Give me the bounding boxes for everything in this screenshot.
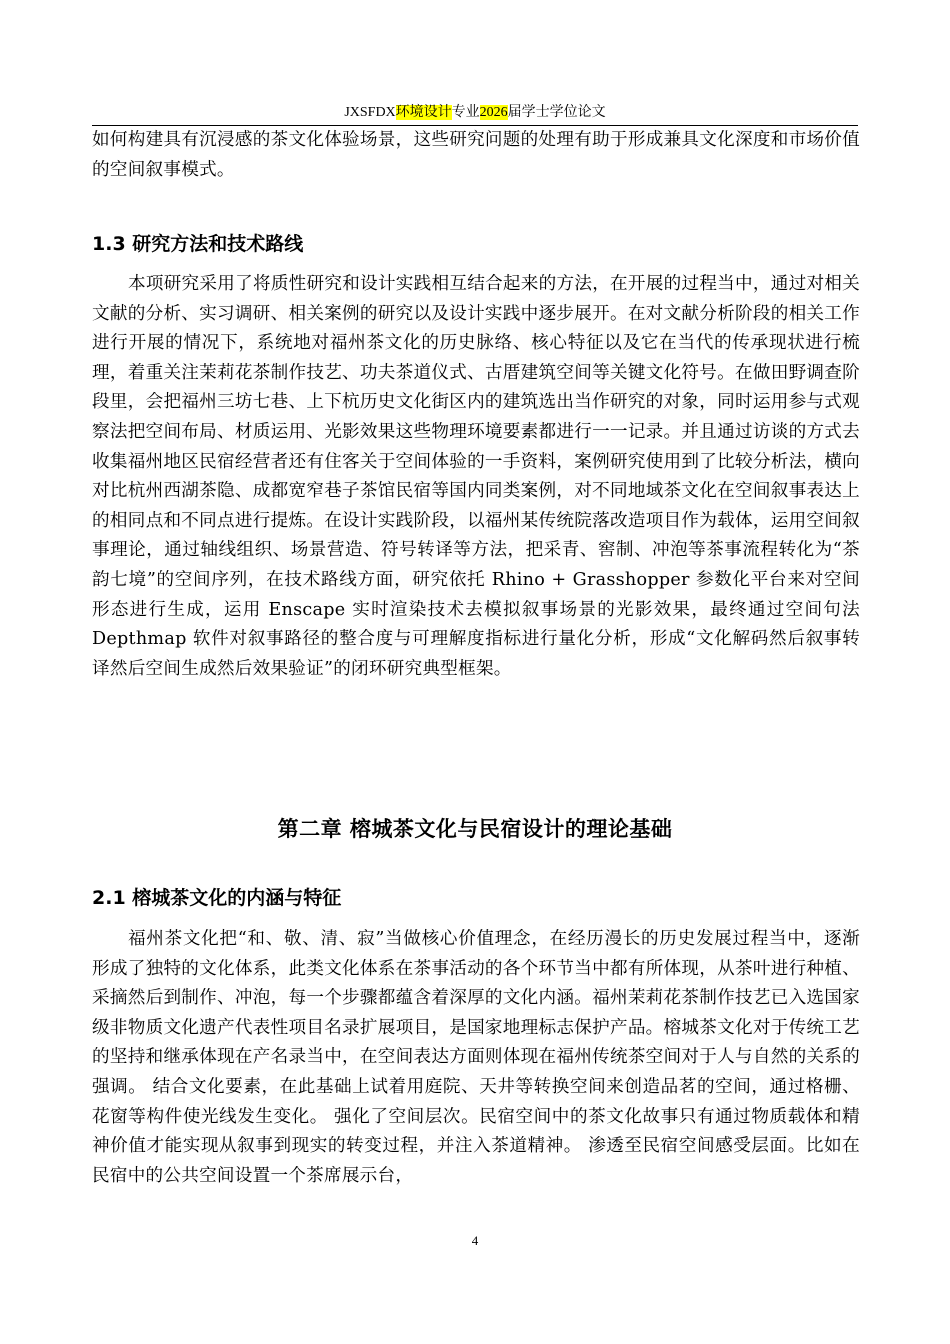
page-number: 4 (471, 1233, 479, 1248)
header-year-highlight: 2026 (479, 105, 508, 120)
methods-paragraph: 本项研究采用了将质性研究和设计实践相互结合起来的方法，在开展的过程当中，通过对相关文献的分析、实习调研、相关案例的研究以及设计实践中逐步展开。在对文献分析阶段的相关工作进行开展的情况下，系统地对福州茶文化的历史脉络、核心特征以及它在当代的传承现状进行梳理，着重关注茉莉花茶制作技艺、功夫茶道仪式、古厝建筑空间等关键文化符号。在做田野调查阶段里，会把福州三坊七巷、上下杭历史文化街区内的建筑选出当作研究的对象，同时运用参与式观察法把空间布局、材质运用、光影效果这些物理环境要素都进行一一记录。并且通过访谈的方式去收集福州地区民宿经营者还有住客关于空间体验的一手资料，案例研究使用到了比较分析法，横向对比杭州西湖茶隐、成都宽窄巷子茶馆民宿等国内同类案例，对不同地域茶文化在空间叙事表达上的相同点和不同点进行提炼。在设计实践阶段，以福州某传统院落改造项目作为载体，运用空间叙事理论，通过轴线组织、场景营造、符号转译等方法，把采青、窖制、冲泡等茶事流程转化为“茶韵七境”的空间序列，在技术路线方面，研究依托 Rhino + Grasshopper 参数化平台来对空间形态进行生成，运用 Enscape 实时渲染技术去模拟叙事场景的光影效果，最终通过空间句法 Depthmap 软件对叙事路径的整合度与可理解度指标进行量化分析，形成“文化解码然后叙事转译然后空间生成然后效果验证”的闭环研究典型框架。 (92, 274, 860, 679)
continuation-paragraph: 如何构建具有沉浸感的茶文化体验场景，这些研究问题的处理有助于形成兼具文化深度和市场价值的空间叙事模式。 (92, 130, 860, 180)
chapter-title: 第二章 榕城茶文化与民宿设计的理论基础 (277, 817, 673, 841)
section-heading-1-3: 1.3 研究方法和技术路线 (92, 233, 304, 255)
header-major-suffix: 专业 (451, 105, 480, 120)
header-school-code: JXSFDX (344, 105, 396, 120)
section-heading-2-1: 2.1 榕城茶文化的内涵与特征 (92, 887, 342, 909)
header-major-highlight: 环境设计 (395, 105, 452, 120)
header-thesis-label: 届学士学位论文 (507, 105, 606, 120)
running-header (92, 104, 858, 122)
connotation-paragraph: 福州茶文化把“和、敬、清、寂”当做核心价值理念，在经历漫长的历史发展过程当中，逐渐形成了独特的文化体系，此类文化体系在茶事活动的各个环节当中都有所体现，从茶叶进行种植、采摘然后到制作、冲泡，每一个步骤都蕴含着深厚的文化内涵。福州茉莉花茶制作技艺已入选国家级非物质文化遗产代表性项目名录扩展项目，是国家地理标志保护产品。榕城茶文化对于传统工艺的坚持和继承体现在产名录当中，在空间表达方面则体现在福州传统茶空间对于人与自然的关系的强调。 结合文化要素，在此基础上试着用庭院、天井等转换空间来创造品茗的空间，通过格栅、花窗等构件使光线发生变化。 强化了空间层次。民宿空间中的茶文化故事只有通过物质载体和精神价值才能实现从叙事到现实的转变过程，并注入茶道精神。 渗透至民宿空间感受层面。比如在民宿中的公共空间设置一个茶席展示台， (92, 929, 860, 1186)
